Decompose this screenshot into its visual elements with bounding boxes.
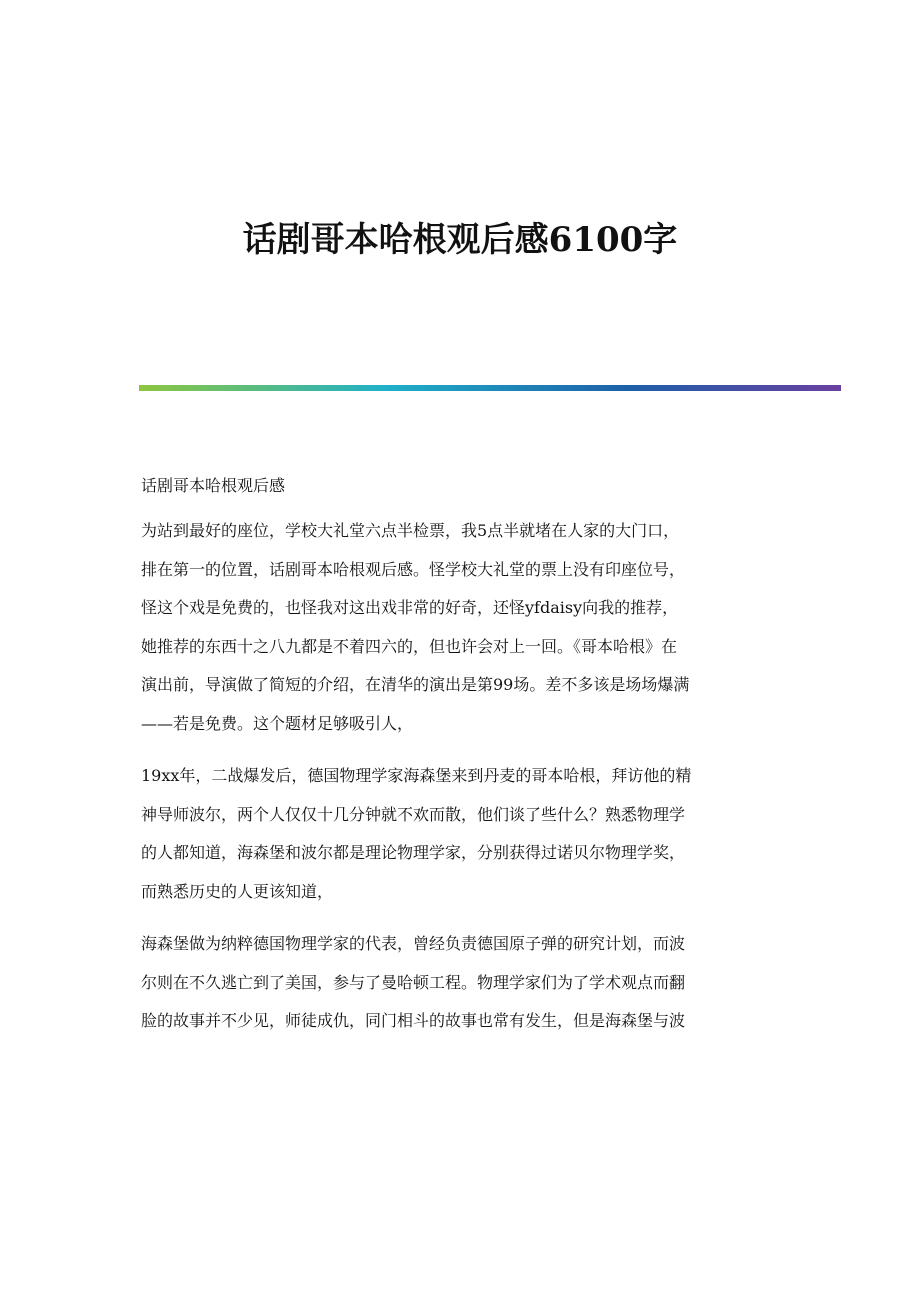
body-paragraph: [141, 925, 781, 1041]
paragraph-line: 尔则在不久逃亡到了美国，参与了曼哈顿工程。物理学家们为了学术观点而翻: [141, 972, 686, 992]
paragraph-line: 神导师波尔，两个人仅仅十几分钟就不欢而散，他们谈了些什么？熟悉物理学: [141, 804, 686, 824]
paragraph-line: 海森堡做为纳粹德国物理学家的代表，曾经负责德国原子弹的研究计划，而波: [141, 934, 686, 953]
paragraph-line: ——若是免费。这个题材足够吸引人，: [141, 713, 414, 733]
body-paragraph: [141, 512, 781, 743]
document-subtitle: 话剧哥本哈根观后感: [141, 476, 286, 495]
document-body: [141, 466, 781, 1055]
paragraph-line: 为站到最好的座位，学校大礼堂六点半检票，我5点半就堵在人家的大门口，: [141, 521, 680, 540]
paragraph-line: 19xx年，二战爆发后，德国物理学家海森堡来到丹麦的哥本哈根，拜访他的精: [141, 766, 692, 785]
paragraph-line: 演出前，导演做了简短的介绍，在清华的演出是第99场。差不多该是场场爆满: [141, 675, 690, 694]
paragraph-line: 而熟悉历史的人更该知道，: [141, 881, 334, 901]
document-title: 话剧哥本哈根观后感6100字: [242, 220, 678, 260]
paragraph-line: 脸的故事并不少见，师徒成仇，同门相斗的故事也常有发生，但是海森堡与波: [141, 1011, 686, 1030]
paragraph-line: 怪这个戏是免费的，也怪我对这出戏非常的好奇，还怪yfdaisy向我的推荐，: [141, 598, 679, 617]
paragraph-line: 她推荐的东西十之八九都是不着四六的，但也许会对上一回。《哥本哈根》在: [141, 636, 678, 656]
paragraph-list: [141, 512, 781, 1041]
paragraph-line: 排在第一的位置，话剧哥本哈根观后感。怪学校大礼堂的票上没有印座位号，: [141, 559, 686, 579]
paragraph-line: 的人都知道，海森堡和波尔都是理论物理学家，分别获得过诺贝尔物理学奖，: [141, 843, 686, 862]
title-divider: [139, 385, 841, 391]
body-paragraph: [141, 757, 781, 911]
